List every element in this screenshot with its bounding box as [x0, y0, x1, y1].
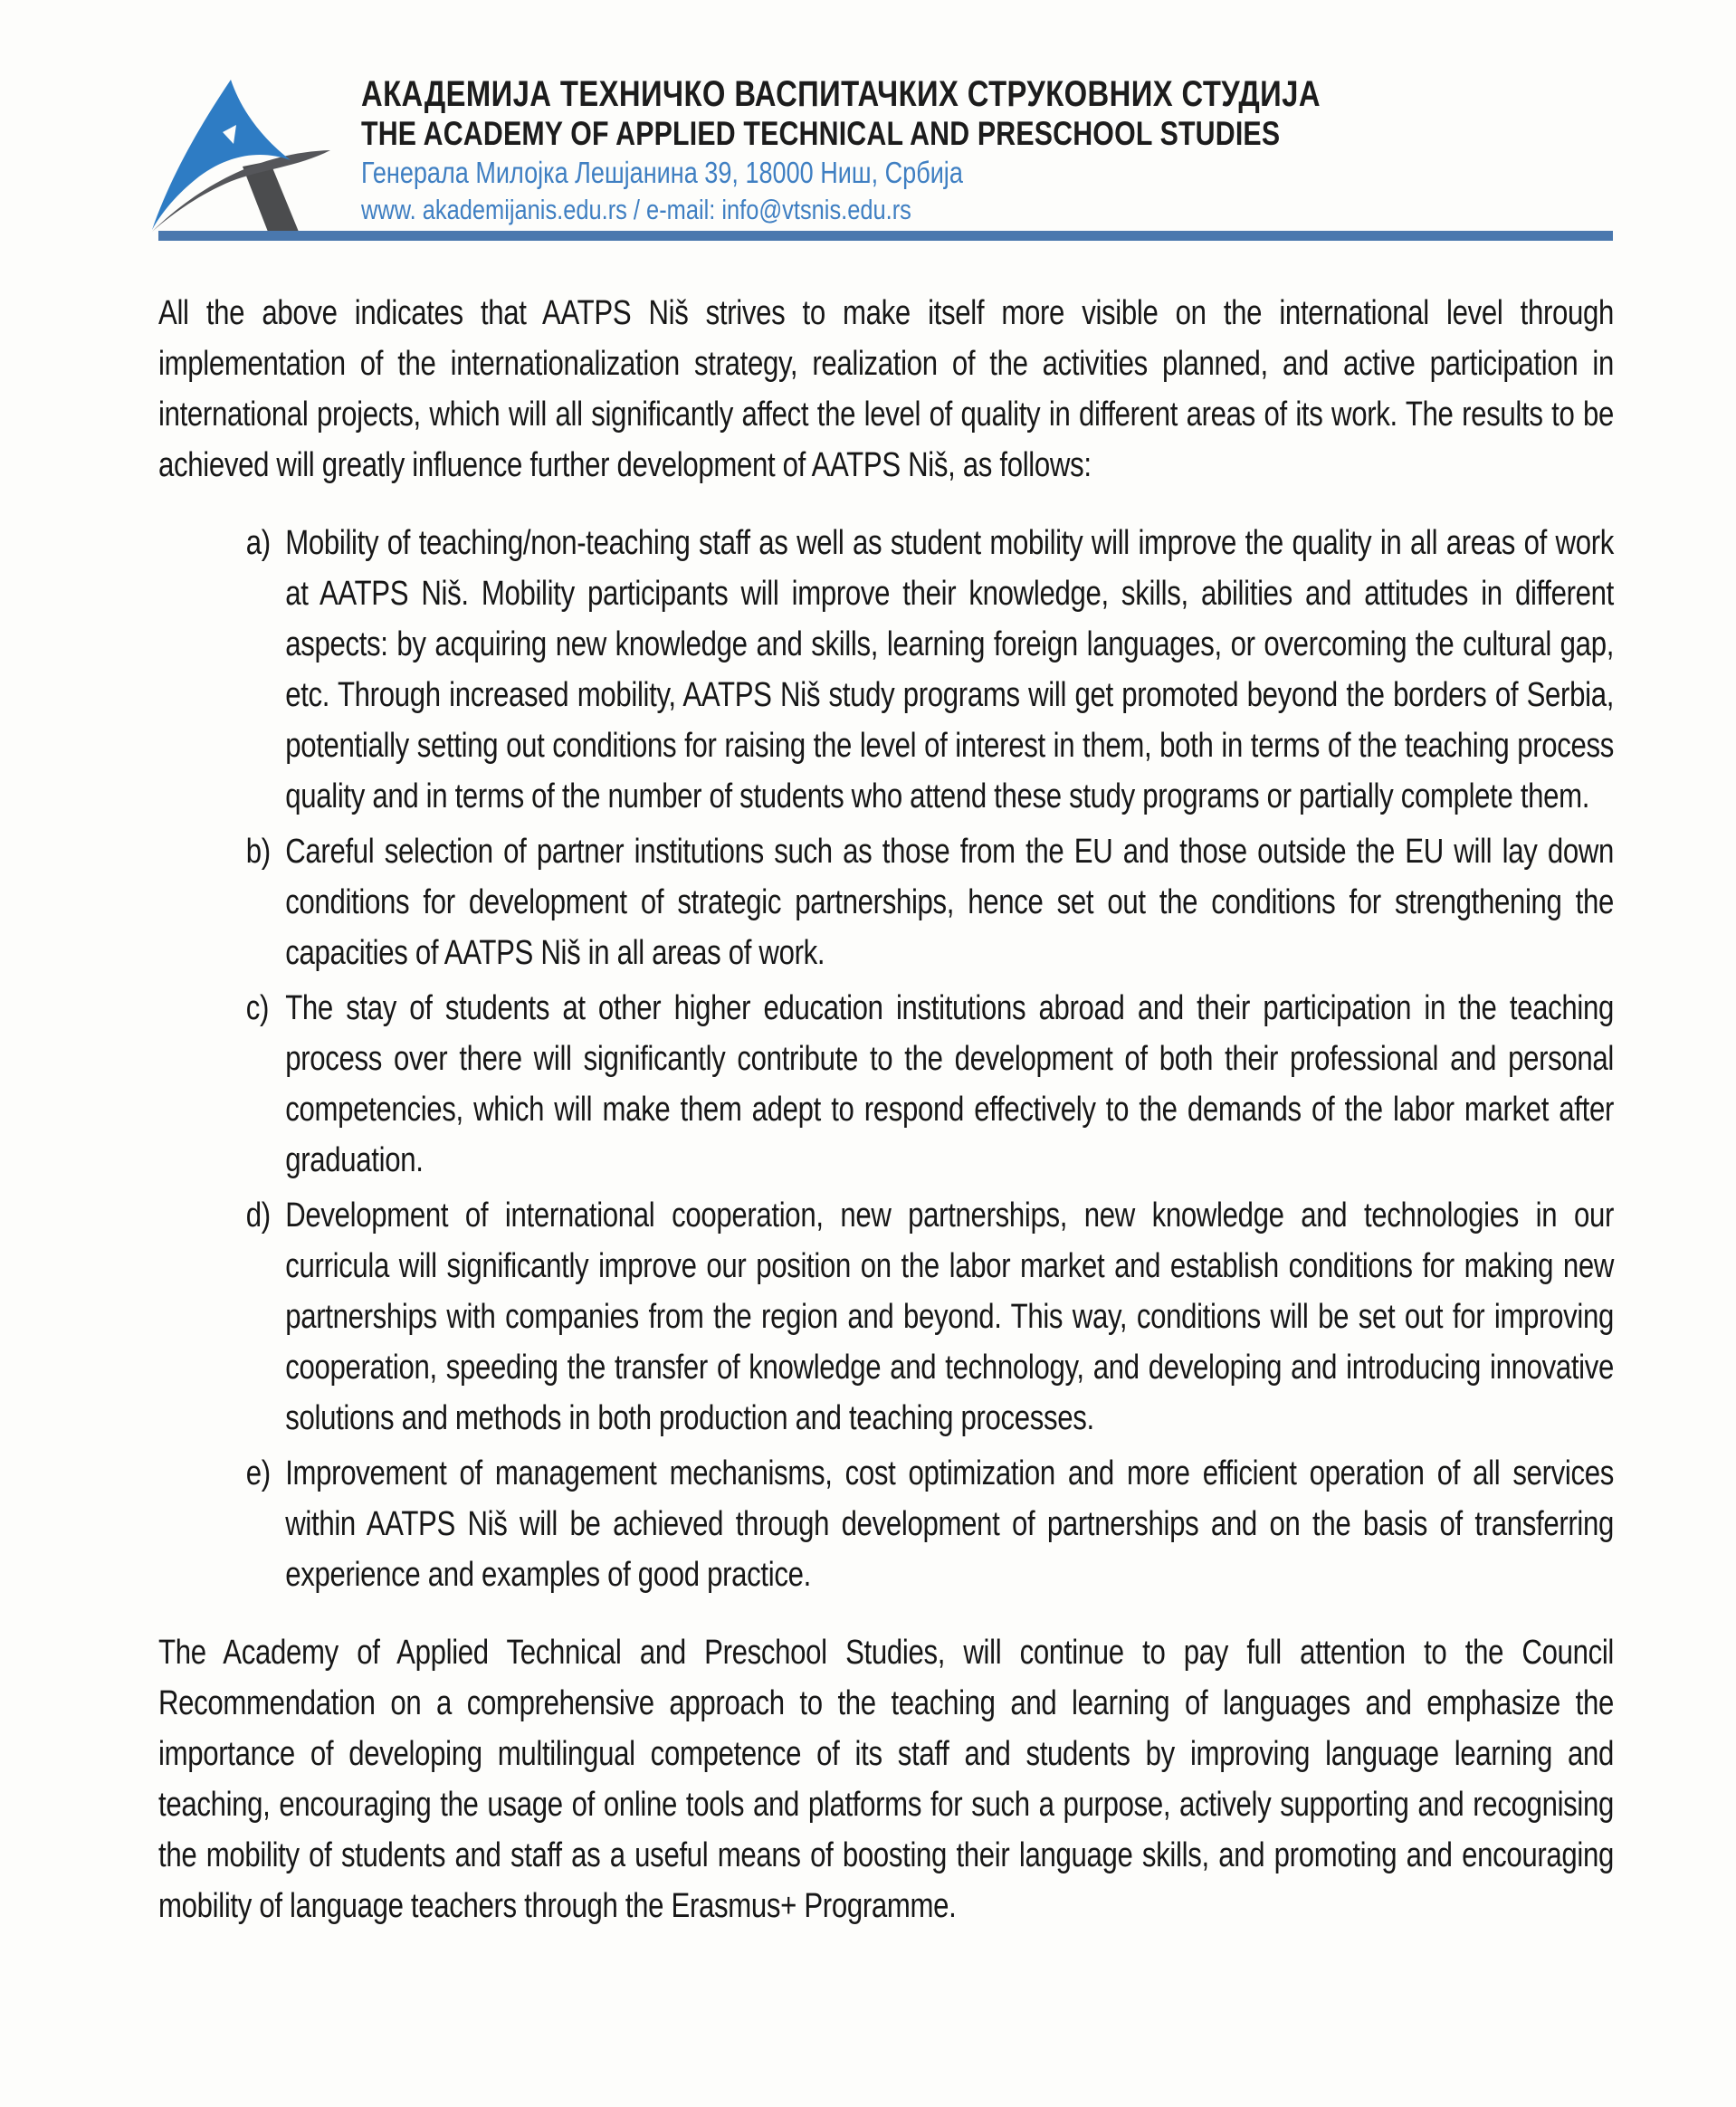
list-item-c	[158, 983, 1614, 1186]
list-item-marker: a)	[245, 524, 271, 562]
header-divider-rule	[158, 231, 1613, 241]
list-item-b	[158, 826, 1614, 978]
academy-logo	[152, 80, 331, 234]
org-address: Генерала Милојка Лешјанина 39, 18000 Ниш, Србија	[361, 156, 963, 189]
list-item-marker: c)	[245, 989, 270, 1027]
list-item-marker: b)	[245, 833, 271, 871]
list-item-a	[158, 518, 1614, 822]
org-name-english: THE ACADEMY OF APPLIED TECHNICAL AND PRESCHOOL STUDIES	[361, 115, 1281, 152]
closing-paragraph: The Academy of Applied Technical and Preschool Studies, will continue to pay full attention to the Council Recommendation on a comprehensive approach to the teaching and learning of languages and emphasize the importance of developing multilingual competence of its staff and students by improving language learning and teaching, encouraging the usage of online tools and platforms for such a purpose, actively supporting and recognising the mobility of students and staff as a useful means of boosting their language skills, and promoting and encouraging mobility of language teachers through the Erasmus+ Programme.	[158, 1634, 1615, 1925]
list-item-marker: d)	[245, 1197, 271, 1235]
list-item-d	[158, 1190, 1614, 1444]
list-item-text: Careful selection of partner institutions such as those from the EU and those outside the EU will lay down conditions for development of strategic partnerships, hence set out the conditions for strengthening the capacities of AATPS Niš in all areas of work.	[285, 833, 1615, 972]
list-item-marker: e)	[245, 1454, 271, 1492]
list-item-text: Development of international cooperation, new partnerships, new knowledge and technologies in our curricula will significantly improve our position on the labor market and establish conditions for making new partnerships with companies from the region and beyond. This way, conditions will be set out for improving cooperation, speeding the transfer of knowledge and technology, and developing and introducing innovative solutions and methods in both production and teaching processes.	[285, 1197, 1615, 1437]
letterhead-text	[361, 74, 1474, 228]
intro-paragraph: All the above indicates that AATPS Niš strives to make itself more visible on the international level through implementation of the internationalization strategy, realization of the activities planned, and active participation in international projects, which will all significantly affect the level of quality in different areas of its work. The results to be achieved will greatly influence further development of AATPS Niš, as follows:	[158, 294, 1615, 484]
list-item-text: The stay of students at other higher education institutions abroad and their participation in the teaching process over there will significantly contribute to the development of both their professional and personal competencies, which will make them adept to respond effectively to the demands of the labor market after graduation.	[285, 989, 1615, 1179]
org-web-email: www. akademijanis.edu.rs / e-mail: info@vtsnis.edu.rs	[361, 194, 911, 225]
document-body	[158, 288, 1614, 1931]
academy-logo-icon	[152, 80, 331, 234]
list-item-e	[158, 1448, 1614, 1600]
results-list	[158, 518, 1614, 1600]
list-item-text: Mobility of teaching/non-teaching staff as well as student mobility will improve the quality in all areas of work at AATPS Niš. Mobility participants will improve their knowledge, skills, abilities and attitudes in different aspects: by acquiring new knowledge and skills, learning foreign languages, or overcoming the cultural gap, etc. Through increased mobility, AATPS Niš study programs will get promoted beyond the borders of Serbia, potentially setting out conditions for raising the level of interest in them, both in terms of the teaching process quality and in terms of the number of students who attend these study programs or partially complete them.	[285, 524, 1615, 815]
org-name-serbian: АКАДЕМИЈА ТЕХНИЧКО ВАСПИТАЧКИХ СТРУКОВНИХ СТУДИЈА	[361, 74, 1321, 114]
list-item-text: Improvement of management mechanisms, cost optimization and more efficient operation of all services within AATPS Niš will be achieved through development of partnerships and on the basis of transferring experience and examples of good practice.	[285, 1454, 1615, 1594]
letterhead	[0, 0, 1736, 244]
